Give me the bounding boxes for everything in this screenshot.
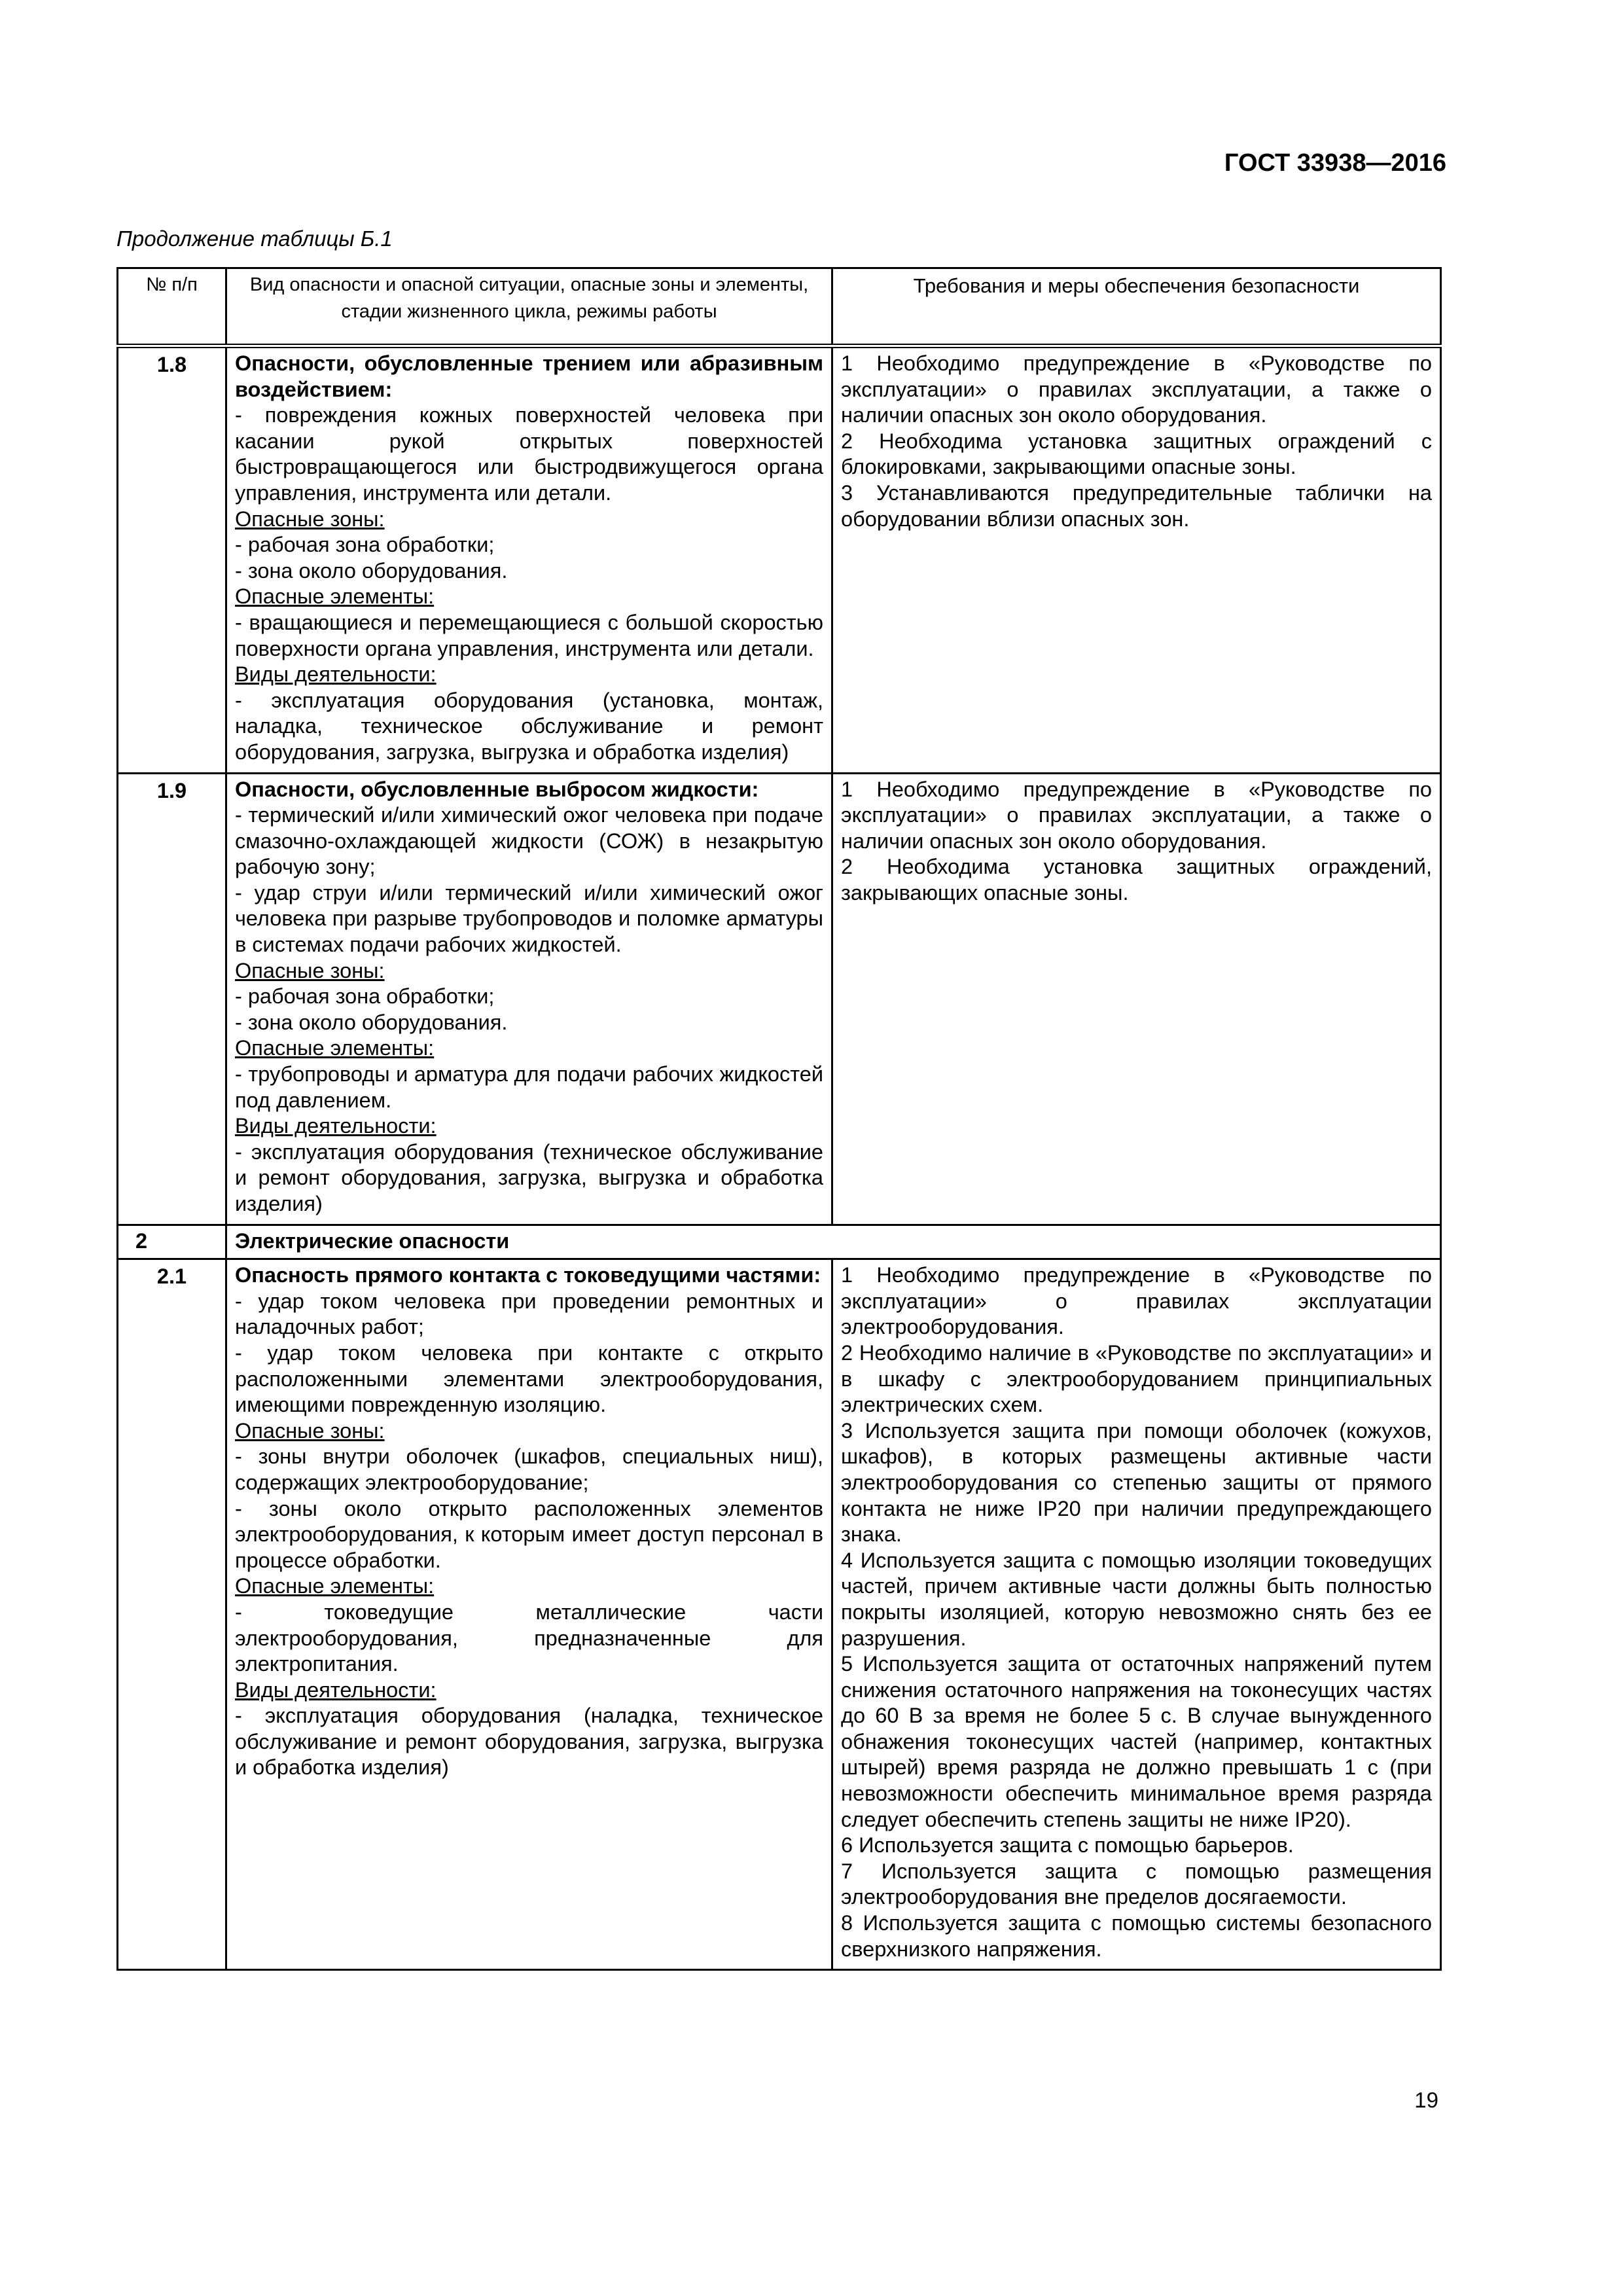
- section-title: Электрические опасности: [226, 1225, 1441, 1259]
- row-number: 2.1: [118, 1259, 226, 1970]
- table-row: [118, 346, 1441, 774]
- column-header-requirements: Требования и меры обеспечения безопасности: [832, 268, 1441, 346]
- requirement-item: 1 Необходимо предупреждение в «Руководстве по эксплуатации» о правилах эксплуатации электрооборудования.: [841, 1263, 1432, 1339]
- table-row: [118, 773, 1441, 1225]
- requirement-item: 2 Необходимо наличие в «Руководстве по эксплуатации» и в шкафу с электрооборудованием принципиальных электрических схем.: [841, 1340, 1432, 1417]
- zone-item: - зона около оборудования.: [235, 558, 508, 583]
- hazard-description: [226, 773, 832, 1225]
- requirements-cell: [832, 773, 1441, 1225]
- hazard-description: [226, 1259, 832, 1970]
- requirements-cell: [832, 1259, 1441, 1970]
- column-header-hazard: Вид опасности и опасной ситуации, опасные зоны и элементы, стадии жизненного цикла, режимы работы: [226, 268, 832, 346]
- activities-label: Виды деятельности:: [235, 1677, 437, 1702]
- hazard-item: - повреждения кожных поверхностей человека при касании рукой открытых поверхностей быстровращающегося или быстродвижущегося органа управления, инструмента или детали.: [235, 403, 823, 505]
- hazard-title: Опасность прямого контакта с токоведущими частями:: [235, 1263, 821, 1287]
- table-row: [118, 1259, 1441, 1970]
- column-header-number: № п/п: [118, 268, 226, 346]
- hazard-title: Опасности, обусловленные выбросом жидкости:: [235, 777, 759, 801]
- requirement-item: 6 Используется защита с помощью барьеров.: [841, 1833, 1294, 1857]
- requirements-cell: [832, 346, 1441, 774]
- hazard-title: Опасности, обусловленные трением или абразивным воздействием:: [235, 351, 823, 401]
- zones-label: Опасные зоны:: [235, 507, 385, 531]
- requirement-item: 1 Необходимо предупреждение в «Руководстве по эксплуатации» о правилах эксплуатации, а также о наличии опасных зон около оборудования.: [841, 777, 1432, 853]
- hazard-table: [116, 267, 1442, 1971]
- requirement-item: 2 Необходима установка защитных ограждений с блокировками, закрывающими опасные зоны.: [841, 429, 1432, 479]
- requirement-item: 7 Используется защита с помощью размещения электрооборудования вне пределов досягаемости.: [841, 1859, 1432, 1909]
- requirement-item: 3 Устанавливаются предупредительные таблички на оборудовании вблизи опасных зон.: [841, 480, 1432, 531]
- zone-item: - рабочая зона обработки;: [235, 984, 495, 1009]
- hazard-item: - удар струи и/или термический и/или химический ожог человека при разрыве трубопроводов и поломке арматуры в системах подачи рабочих жидкостей.: [235, 880, 823, 957]
- elements-label: Опасные элементы:: [235, 584, 435, 609]
- activity-item: - эксплуатация оборудования (установка, монтаж, наладка, техническое обслуживание и ремонт оборудования, загрузка, выгрузка и обработка изделия): [235, 688, 823, 764]
- activities-label: Виды деятельности:: [235, 662, 437, 687]
- section-row: [118, 1225, 1441, 1259]
- section-number: 2: [118, 1225, 226, 1259]
- activity-item: - эксплуатация оборудования (техническое обслуживание и ремонт оборудования, загрузка, выгрузка и обработка изделия): [235, 1139, 823, 1215]
- zone-item: - зона около оборудования.: [235, 1010, 508, 1034]
- requirement-item: 4 Используется защита с помощью изоляции токоведущих частей, причем активные части должны быть полностью покрыты изоляцией, которую невозможно снять без ее разрушения.: [841, 1548, 1432, 1650]
- row-number: 1.9: [118, 773, 226, 1225]
- zones-label: Опасные зоны:: [235, 1418, 385, 1443]
- page-number: 19: [1414, 2088, 1438, 2112]
- hazard-description: [226, 346, 832, 774]
- zones-label: Опасные зоны:: [235, 958, 385, 982]
- element-item: - токоведущие металлические части электрооборудования, предназначенные для электропитания.: [235, 1600, 823, 1676]
- hazard-item: - удар током человека при проведении ремонтных и наладочных работ;: [235, 1289, 823, 1339]
- zone-item: - рабочая зона обработки;: [235, 533, 495, 557]
- element-item: - вращающиеся и перемещающиеся с большой скоростью поверхности органа управления, инструмента или детали.: [235, 610, 823, 660]
- hazard-item: - удар током человека при контакте с открыто расположенными элементами электрооборудования, имеющими поврежденную изоляцию.: [235, 1340, 823, 1417]
- requirement-item: 5 Используется защита от остаточных напряжений путем снижения остаточного напряжения на токонесущих частях до 60 В за время не более 5 с. В случае вынужденного обнажения токонесущих частей (например, контактных штырей) время разряда не должно превышать 1 с (при невозможности обеспечить минимальное время разряда следует обеспечить степень защиты не ниже IP20).: [841, 1652, 1432, 1831]
- requirement-item: 2 Необходима установка защитных ограждений, закрывающих опасные зоны.: [841, 855, 1432, 905]
- requirement-item: 8 Используется защита с помощью системы безопасного сверхнизкого напряжения.: [841, 1911, 1432, 1961]
- requirement-item: 3 Используется защита при помощи оболочек (кожухов, шкафов), в которых размещены активные части электрооборудования со степенью защиты от прямого контакта не ниже IP20 при наличии предупреждающего знака.: [841, 1418, 1432, 1547]
- elements-label: Опасные элементы:: [235, 1036, 435, 1060]
- table-header-row: [118, 268, 1441, 346]
- activities-label: Виды деятельности:: [235, 1114, 437, 1138]
- row-number: 1.8: [118, 346, 226, 774]
- requirement-item: 1 Необходимо предупреждение в «Руководстве по эксплуатации» о правилах эксплуатации, а также о наличии опасных зон около оборудования.: [841, 351, 1432, 427]
- table-caption: Продолжение таблицы Б.1: [116, 226, 393, 251]
- elements-label: Опасные элементы:: [235, 1574, 435, 1598]
- activity-item: - эксплуатация оборудования (наладка, техническое обслуживание и ремонт оборудования, загрузка, выгрузка и обработка изделия): [235, 1704, 823, 1780]
- zone-item: - зоны около открыто расположенных элементов электрооборудования, к которым имеет доступ персонал в процессе обработки.: [235, 1496, 823, 1572]
- hazard-item: - термический и/или химический ожог человека при подаче смазочно-охлаждающей жидкости (СОЖ) в незакрытую рабочую зону;: [235, 803, 823, 879]
- element-item: - трубопроводы и арматура для подачи рабочих жидкостей под давлением.: [235, 1062, 823, 1112]
- standard-code: ГОСТ 33938—2016: [1224, 149, 1446, 177]
- zone-item: - зоны внутри оболочек (шкафов, специальных ниш), содержащих электрооборудование;: [235, 1444, 823, 1494]
